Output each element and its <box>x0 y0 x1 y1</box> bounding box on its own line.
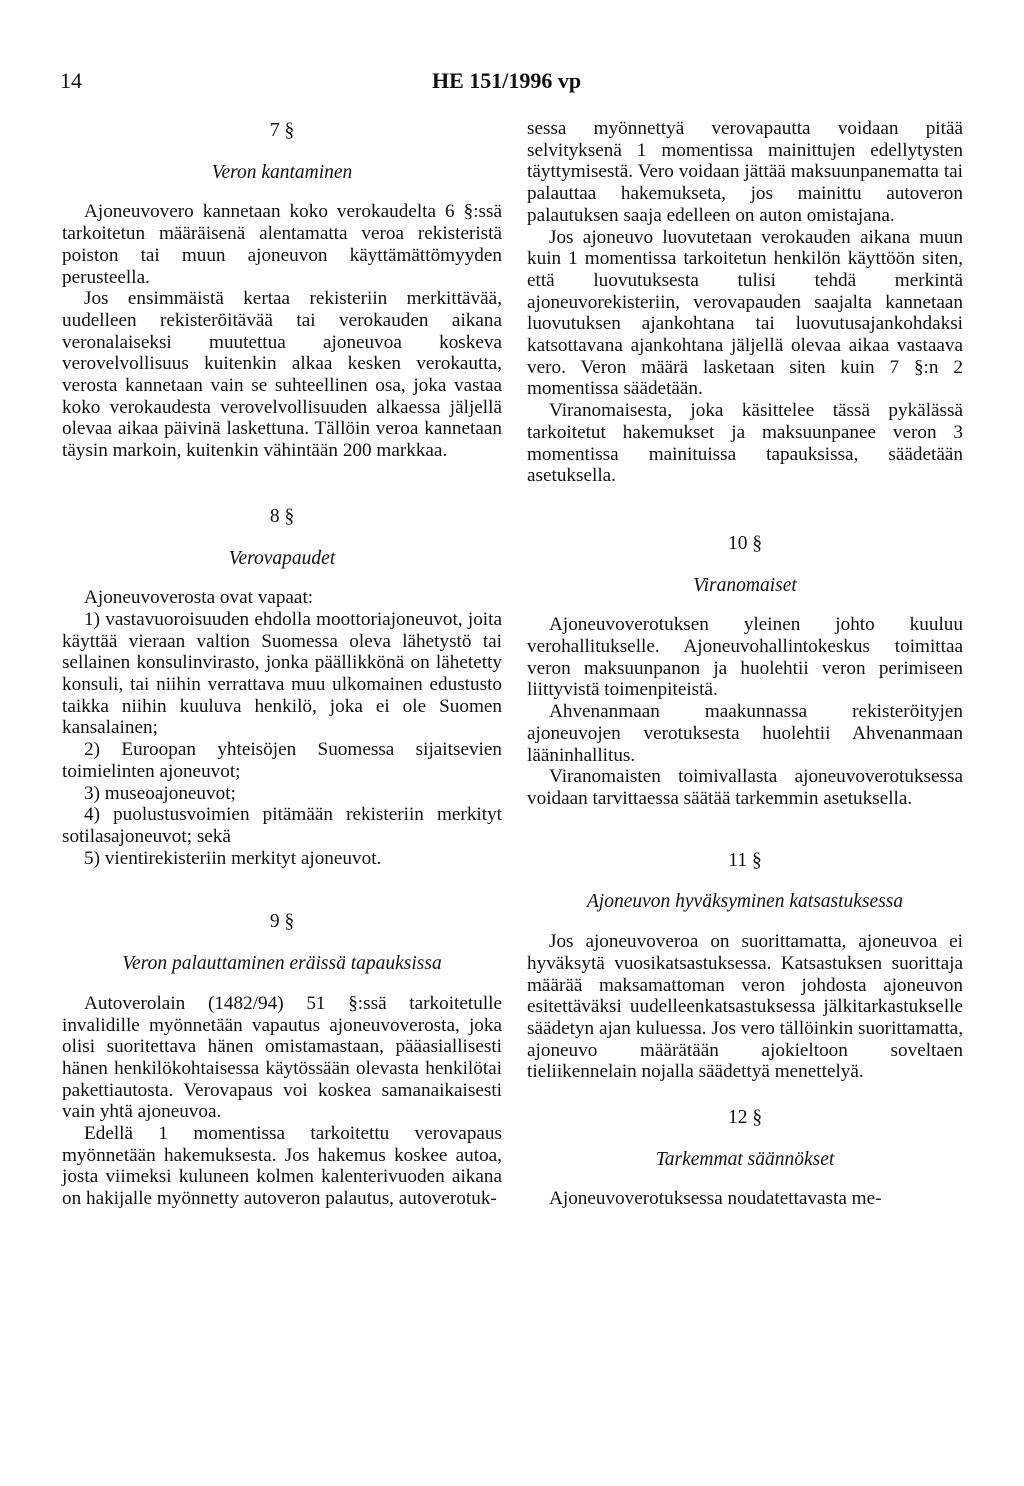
paragraph: Viranomaisesta, joka käsittelee tässä pykälässä tarkoitetut hakemukset ja maksuunpanee veron 3 momentissa mainituissa tapauksissa, säädetään asetuksella. <box>527 400 963 487</box>
paragraph: Ajoneuvoverosta ovat vapaat: <box>84 587 314 609</box>
section-12 <box>527 1107 963 1210</box>
paragraph: Viranomaisten toimivallasta ajoneuvoverotuksessa voidaan tarvittaessa säätää tarkemmin asetuksella. <box>527 766 963 809</box>
section-11 <box>527 850 963 1083</box>
section-9-continued <box>527 118 963 487</box>
section-7 <box>62 120 502 462</box>
section-number: 7 § <box>269 120 295 141</box>
paragraph: Ajoneuvovero kannetaan koko verokaudelta 6 §:ssä tarkoitetun määräisenä alentamatta veroa rekisteristä poiston tai muun ajoneuvon käyttämättömyyden perusteella. <box>62 201 502 288</box>
section-title: Verovapaudet <box>228 547 336 569</box>
section-title: Veron kantaminen <box>211 161 353 183</box>
list-item: 2) Euroopan yhteisöjen Suomessa sijaitsevien toimielinten ajoneuvot; <box>62 739 502 782</box>
list-item: 3) museoajoneuvot; <box>84 782 236 804</box>
page-header <box>60 68 960 98</box>
paragraph: Ajoneuvoverotuksessa noudatettavasta me- <box>549 1188 882 1210</box>
section-number: 12 § <box>727 1107 763 1129</box>
left-column <box>62 118 502 1210</box>
section-number: 10 § <box>727 532 763 554</box>
section-title: Viranomaiset <box>693 574 797 596</box>
page-number: 14 <box>60 68 82 93</box>
section-9 <box>62 911 502 1209</box>
section-title: Veron palauttaminen eräissä tapauksissa <box>122 953 442 975</box>
section-title: Ajoneuvon hyväksyminen katsastuksessa <box>586 891 904 913</box>
document-id: HE 151/1996 vp <box>432 68 582 93</box>
section-number: 9 § <box>269 911 295 933</box>
paragraph: Jos ajoneuvo luovutetaan verokauden aikana muun kuin 1 momentissa tarkoitetun henkilön käyttöön siten, että luovutuksesta tulisi tehdä merkintä ajoneuvorekisteriin, verovapauden saajalta kannetaan luovutuksen ajankohtana tai luovutusajankohdaksi katsottavana ajankohtana jäljellä olevaa aikaa vastaava vero. Veron määrä lasketaan siten kuin 7 §:n 2 momentissa säädetään. <box>527 226 963 400</box>
paragraph: Ahvenanmaan maakunnassa rekisteröityjen ajoneuvojen verotuksesta huolehtii Ahvenanmaan lääninhallitus. <box>527 701 963 766</box>
paragraph: Edellä 1 momentissa tarkoitettu verovapaus myönnetään hakemuksesta. Jos hakemus koskee autoa, josta viimeksi kuluneen kolmen kalenterivuoden aikana on hakijalle myönnetty autoveron palautus, autoverotuk- <box>62 1123 502 1210</box>
paragraph: Ajoneuvoverotuksen yleinen johto kuuluu verohallitukselle. Ajoneuvohallintokeskus toimittaa veron maksuunpanon ja huolehtii veron perimiseen liittyvistä toimenpiteistä. <box>527 614 963 701</box>
paragraph: sessa myönnettyä verovapautta voidaan pitää selvityksenä 1 momentissa mainittujen edellytysten täyttymisestä. Vero voidaan jättää maksuunpanematta tai palauttaa hakemukseta, jos mainittu autoveron palautuksen saaja edelleen on auton omistajana. <box>527 118 963 226</box>
right-column <box>527 118 963 1210</box>
section-number: 8 § <box>269 505 295 527</box>
list-item: 1) vastavuoroisuuden ehdolla moottoriajoneuvot, joita käyttää vieraan valtion Suomessa oleva lähetystö tai sellainen konsulinvirasto, jonka päällikkönä on lähetetty konsuli, tai niihin verrattava muu ulkomainen edustusto taikka niihin kuuluva henkilö, joka ei ole Suomen kansalainen; <box>62 608 502 739</box>
section-10 <box>527 533 963 810</box>
section-number: 11 § <box>728 849 762 871</box>
list-item: 4) puolustusvoimien pitämään rekisteriin merkityt sotilasajoneuvot; sekä <box>62 804 502 847</box>
section-title: Tarkemmat säännökset <box>655 1148 835 1170</box>
paragraph: Autoverolain (1482/94) 51 §:ssä tarkoitetulle invalidille myönnetään vapautus ajoneuvoverosta, joka olisi suoritettava hänen omistamastaan, pääasiallisesti hänen henkilökohtaisessa käytössään olevasta henkilötai pakettiautosta. Verovapaus voi koskea samanaikaisesti vain yhtä ajoneuvoa. <box>62 992 502 1123</box>
section-8 <box>62 506 502 870</box>
paragraph: Jos ajoneuvoveroa on suorittamatta, ajoneuvoa ei hyväksytä vuosikatsastuksessa. Katsastuksen suorittaja määrää maksamattoman veron johdosta ajoneuvon esitettäväksi uudelleenkatsastuksessa jälkitarkastukselle säädetyn ajan kuluessa. Jos vero tällöinkin suorittamatta, ajoneuvo määrätään ajokieltoon soveltaen tieliikennelain nojalla säädettyä menettelyä. <box>527 931 963 1083</box>
list-item: 5) vientirekisteriin merkityt ajoneuvot. <box>84 847 382 869</box>
paragraph: Jos ensimmäistä kertaa rekisteriin merkittävää, uudelleen rekisteröitävää tai verokauden aikana veronalaiseksi muutettua ajoneuvoa koskeva verovelvollisuus kuitenkin alkaa kesken verokautta, verosta kannetaan vain se suhteellinen osa, joka vastaa koko verokaudesta verovelvollisuuden alkaessa jäljellä olevaa aikaa päivinä laskettuna. Tällöin veroa kannetaan täysin markoin, kuitenkin vähintään 200 markkaa. <box>62 288 502 462</box>
